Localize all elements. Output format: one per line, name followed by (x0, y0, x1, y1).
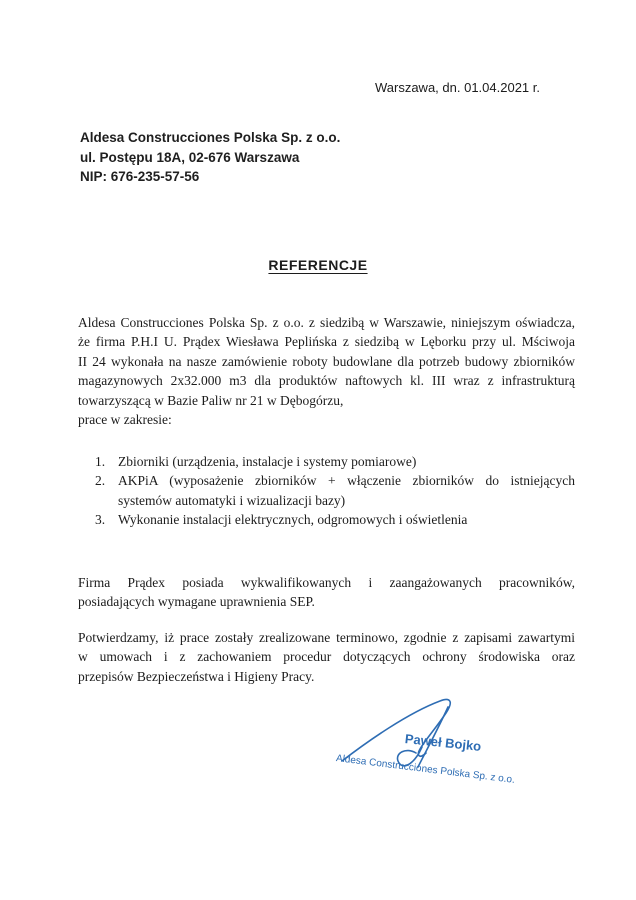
closing-paragraph (78, 628, 575, 687)
list-item-number: 1. (95, 453, 106, 469)
list-item-text (118, 452, 575, 472)
text-line: systemów automatyki i wizualizacji bazy) (118, 492, 346, 508)
text-line: posiadających wymagane uprawnienia SEP. (78, 594, 315, 609)
sender-address: ul. Postępu 18A, 02-676 Warszawa (80, 149, 300, 165)
text-line: Aldesa Construcciones Polska Sp. z o.o. z siedzibą w Warszawie, niniejszym oświadcza, (78, 314, 575, 330)
sender-block (0, 128, 636, 187)
list-item-text (118, 510, 575, 530)
text-line: AKPiA (wyposażenie zbiorników + włączenie zbiorników do istniejących (118, 473, 575, 488)
document-body (0, 313, 636, 687)
text-line: przepisów Bezpieczeństwa i Higieny Pracy. (78, 668, 315, 684)
stamp-signer-name: Paweł Bojko (404, 731, 482, 754)
date-line: Warszawa, dn. 01.04.2021 r. (374, 80, 540, 95)
list-item (95, 510, 575, 530)
text-line: II 24 wykonała na nasze zamówienie roboty budowlane dla potrzeb budowy zbiorników (78, 353, 575, 369)
list-item (95, 452, 575, 472)
text-line: Firma Prądex posiada wykwalifikowanych i zaangażowanych pracowników, (78, 574, 575, 590)
list-item (95, 471, 575, 510)
signature-block (330, 695, 560, 795)
text-line: w umowach i z zachowaniem procedur dotyczących ochrony środowiska oraz (78, 649, 575, 664)
list-item-number: 2. (95, 473, 106, 488)
staff-paragraph (78, 573, 575, 612)
scope-list (95, 452, 575, 530)
text-line: magazynowych 2x32.000 m3 dla produktów naftowych kl. III wraz z infrastrukturą (78, 373, 575, 388)
text-line: towarzyszącą w Bazie Paliw nr 21 w Dębogórzu, (78, 392, 344, 408)
intro-paragraph (78, 313, 575, 411)
text-line: Zbiorniki (urządzenia, instalacje i systemy pomiarowe) (118, 453, 417, 469)
text-line: Potwierdzamy, iż prace zostały zrealizowane terminowo, zgodnie z zapisami zawartymi (78, 629, 575, 645)
list-item-number: 3. (95, 512, 106, 527)
stamp-company-name: Aldesa Construcciones Polska Sp. z o.o. (335, 753, 516, 786)
text-line: Wykonanie instalacji elektrycznych, odgromowych i oświetlenia (118, 512, 468, 527)
sender-name: Aldesa Construcciones Polska Sp. z o.o. (80, 130, 341, 145)
sender-nip: NIP: 676-235-57-56 (80, 169, 200, 184)
list-item-text (118, 471, 575, 510)
text-line: że firma P.H.I U. Prądex Wiesława Peplińska z siedzibą w Lęborku przy ul. Mściwoja (78, 334, 575, 349)
document-title: REFERENCJE (268, 256, 368, 273)
scope-label: prace w zakresie: (78, 412, 172, 427)
